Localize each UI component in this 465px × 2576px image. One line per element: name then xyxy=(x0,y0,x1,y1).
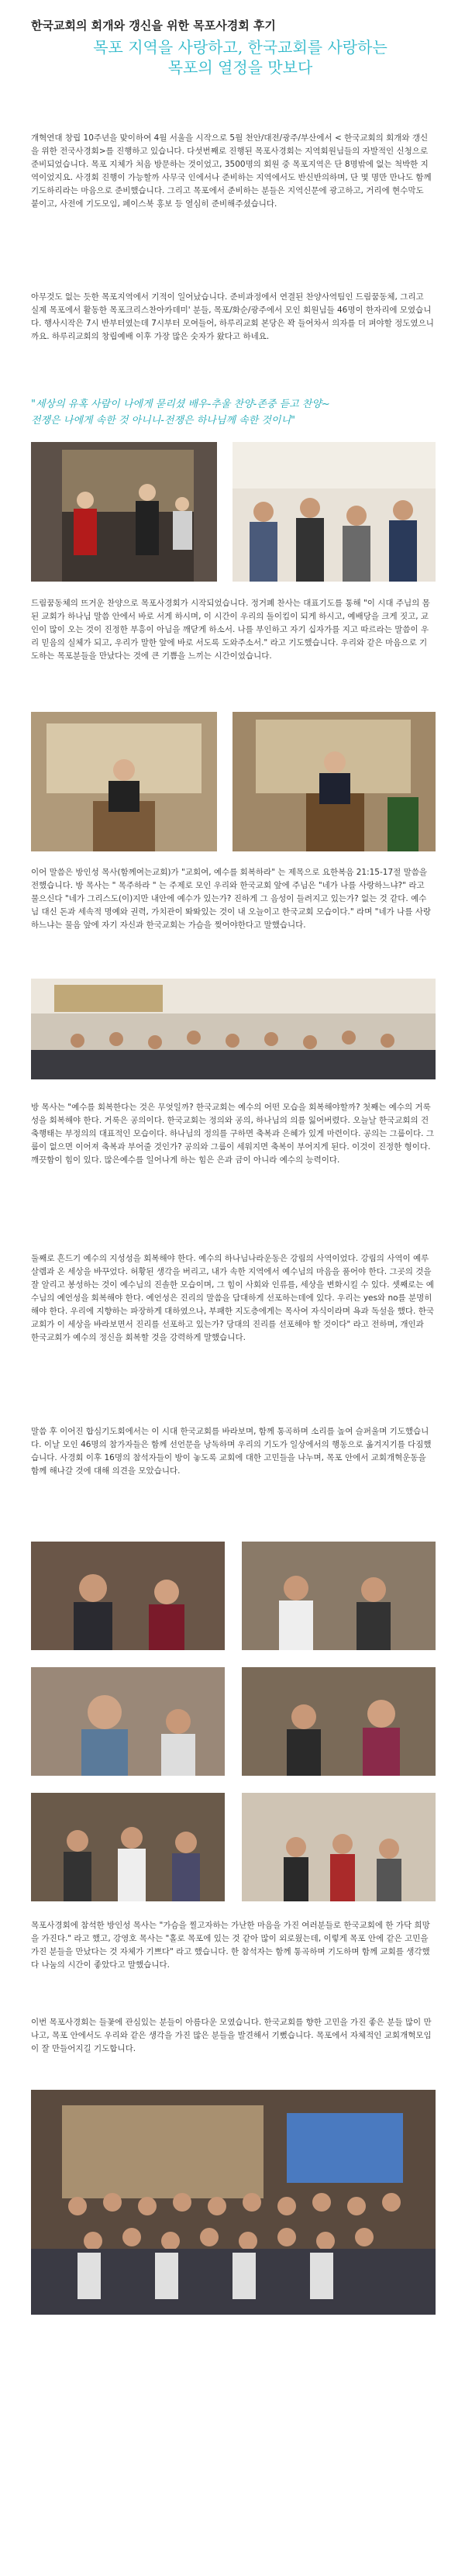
paragraph-reflections: 목포사경회에 참석한 방인성 목사는 "가슴을 찔고자하는 가난한 마음을 가진 여러분들로 한국교회에 한 가닥 희망을 가진다." 라고 했고, 강영호 목사는 "홀로 목포에 있는 것 같아 많이 외로웠는데, 이렇게 목포 안에 같은 고민을 가진 분들을 만났다는 것 자체가 기쁘다" 라고 했습니다. 한 참석자는 함께 통곡하며 기도하며 함께 교회를 생각했다 나눔의 시간이 좋았다고 말했습니다. xyxy=(31,1921,430,1970)
photo-prayer-2 xyxy=(242,1542,436,1650)
photo-prayer-1 xyxy=(31,1542,225,1650)
subtitle-line-1: 목포 지역을 사랑하고, 한국교회를 사랑하는 xyxy=(93,38,388,57)
paragraph-opening-prayer: 드림꿈동체의 뜨거운 찬양으로 목포사경회가 시작되었습니다. 정거폐 찬사는 대표기도를 통해 "이 시대 주님의 몸 된 교회가 하나님 말씀 안에서 바로 서게 하시며, 이 시간이 우리의 돌이킴이 되게 하시고, 예배당을 크게 짓고, 교인이 많이 오는 것이 진정한 부흥이 아님을 깨닫게 하소서. 나를 부인하고 자기 십자가를 지고 따르라는 말씀이 우리 믿음의 실체가 되고, 우리가 말한 앞에 바로 서도록 도와주소서." 라고 기도했습니다. 우리와 같은 마음으로 기도하는 목포분들을 만났다는 것에 큰 기쁨을 느끼는 시간이었습니다. xyxy=(31,599,430,661)
paragraph-joint-prayer: 말씀 후 이어진 합심기도회에서는 이 시대 한국교회를 바라보며, 함께 통곡하며 소리를 높여 슬퍼울며 기도했습니다. 이날 모인 46명의 참가자들은 함께 선언문을 낭독하며 우리의 기도가 일상에서의 행동으로 옮겨지기를 다짐했습니다. 사경회 이후 16명의 참석자들이 방이 놓도록 교회에 대한 고민들을 나누며, 목포 안에서 교회개혁운동을 함께 해나갈 것에 대해 의견을 모았습니다. xyxy=(31,1427,432,1476)
hymn-quote-line-1: "세상의 유혹 사람이 나에게 묻리셨 배우-추울 찬양-존중 듣고 찬양~ xyxy=(31,399,330,410)
photo-prayer-4 xyxy=(242,1667,436,1776)
photo-congregation-wide xyxy=(31,979,436,1079)
photo-worship-band xyxy=(31,442,217,582)
photo-preacher-left xyxy=(31,712,217,851)
page-title: 한국교회의 회개와 갱신을 위한 목포사경회 후기 xyxy=(31,19,276,33)
photo-prayer-6 xyxy=(242,1793,436,1901)
paragraph-closing: 이번 목포사경회는 들꽃에 관심있는 분들이 아름다운 모였습니다. 한국교회를 향한 고민을 가진 좋은 분들 많이 만나고, 목포 안에서도 우리와 같은 생각을 가진 많은 분들을 발견해서 기뻤습니다. 목포에서 자체적인 교회개혁모임이 잘 만들어지길 기도합니다. xyxy=(31,2018,432,2053)
paragraph-intro: 개혁연대 창립 10주년을 맞이하여 4월 서울을 시작으로 5월 천안/대전/광주/부산에서 < 한국교회의 회개와 갱신을 위한 전국사경회>를 진행하고 있습니다. 다섯번째로 진행된 목포사경회는 지역회원님들의 자발적인 신청으로 준비되었습니다. 목포 지체가 처음 방문하는 것이었고, 3500명의 회원 중 목포지역은 단 8명밖에 없는 척박한 지역이었지요. 사경회 진행이 가능할까 사무국 인에서나 준비하는 지역에서도 반신반의하며, 단 몇 명만 만나도 함께 기도하리라는 마음으로 준비했습니다. 그리고 목포에서 준비하는 분들은 지역신문에 광고하고, 거리에 현수막도 붙이고, 사전에 기도모임, 페이스북 홍보 등 열심히 준비해주셨습니다. xyxy=(31,133,432,209)
photo-prayer-5 xyxy=(31,1793,225,1901)
photo-audience-seated xyxy=(232,442,436,582)
hymn-quote-line-2: 전쟁은 나에게 속한 것 아니니-전쟁은 하나님께 속한 것이니" xyxy=(31,415,295,426)
paragraph-miracle: 아무것도 없는 듯한 목포지역에서 기적이 일어났습니다. 준비과정에서 연결된 찬양사역팀인 드림꿈동체, 그리고 실제 목포에서 활동한 목포크리스찬아카데미' 분들, 목포/화순/광주에서 모인 회원님들 46명이 한자리에 모였습니다. 행사시작은 7시 반부터였는데 7시부터 모여들어, 하루리교회 본당은 꽉 들어차서 의자를 더 펴야할 정도였으니까요. 하루리교회의 창립예배 이후 가장 많은 숫자가 왔다고 하네요. xyxy=(31,292,434,341)
paragraph-sermon-conclusion: 둘째로 흔드기 예수의 지성성을 회복해야 한다. 예수의 하나님나라운동은 강림의 사역이었다. 강림의 사역이 예루살렘과 온 세상을 바꾸었다. 허황된 생각을 버리고, 내가 속한 지역에서 예수님의 마음을 품어야 한다. 그곳의 것을 잘 알리고 봉성하는 것이 예수님의 진솔한 모습이며, 그 힘이 사회와 인류를, 세상을 변화시킬 수 있다. 셋째로는 예수님의 예언성을 회복해야 한다. 예언성은 진리의 말씀을 담대하게 선포하는데에 있다. 우리는 yes와 no를 분명히 해야 한다. 우리에 지향하는 파장하게 대하였으나, 부패한 지도층에게는 목사여 자식이라며 욕과 독설을 했다. 한국교회가 이 세상을 바라보면서 진리를 선포하고 있는가? 당대의 진리를 선포해야 할 것이다" 라고 전하며, 개인과 한국교회가 예수의 정신을 회복할 것을 강력하게 말했습니다. xyxy=(31,1254,434,1342)
paragraph-sermon-intro: 이어 말씀은 방인성 목사(함께여는교회)가 "교회여, 예수를 회복하라" 는 제목으로 요한복음 21:15-17절 말씀을 전했습니다. 방 목사는 " 목주하라 " 는 주제로 모인 우리와 한국교회 앞에 주님은 "네가 나를 사랑하느냐?" 라고 물으신다 "네가 그리스도(이)지만 내안에 예수가 있는가? 진하게 그 음성이 들려지고 있는가? 없는 것 같다. 예수님 대신 돈과 세속적 명예와 권력, 가치관이 똬똬있는 것이 내 오늘이고 한국교회 모습이다." 라며 "네가 나를 사랑하느냐는 물음 앞에 자기 자신과 한국교회는 가슴을 찢어야한다고 말했습니다. xyxy=(31,868,432,930)
photo-prayer-3 xyxy=(31,1667,225,1776)
subtitle-banner xyxy=(54,37,426,78)
photo-group xyxy=(31,2090,436,2315)
photo-preacher-podium xyxy=(232,712,436,851)
paragraph-sermon-points: 방 목사는 "예수를 회복한다는 것은 무엇일까? 한국교회는 예수의 어떤 모습을 회복해야할까? 첫째는 예수의 거룩성을 회복해야 한다. 거룩은 공의이다. 한국교회는 정의와 공의, 하나님의 의를 잃어버렸다. 오늘날 한국교회의 건축행태는 부정의의 대표적인 모습이다. 하나님의 정의를 구하면 축복과 은혜가 있게 마련이다. 공의는 그룹이다. 그룹이 없으면 이어져 축복과 부어줄 것인가? 공의와 그룹이 세워지면 축복이 부어지게 된다. 이것이 진정한 형이다. 깨끗함이 힘이 있다. 많은예수를 일어나게 하는 힘은 은과 금이 아니라 예수의 능력이다. xyxy=(31,1103,434,1165)
subtitle-line-2: 목포의 열정을 맛보다 xyxy=(167,58,313,77)
